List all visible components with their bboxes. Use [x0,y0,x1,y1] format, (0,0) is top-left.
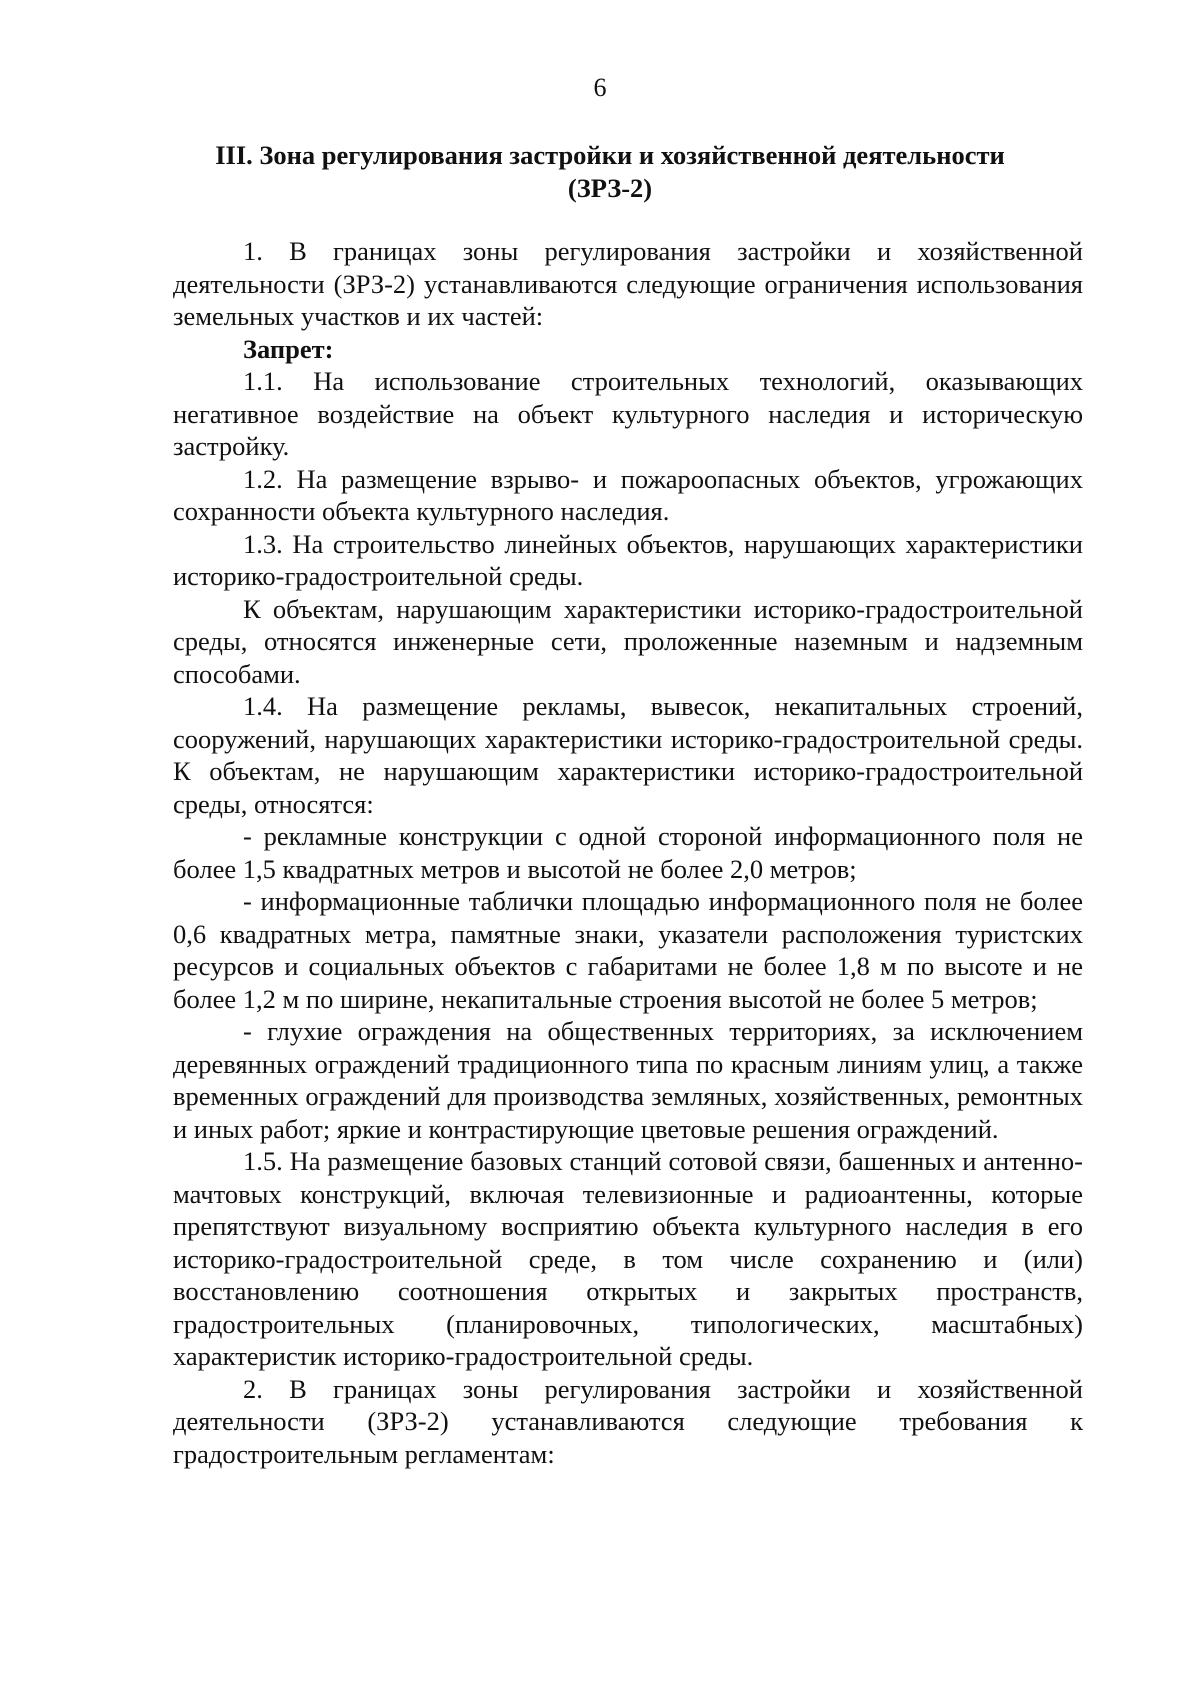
paragraph-1-5: 1.5. На размещение базовых станций сотовой связи, башенных и антенно-мачтовых конструкций, включая телевизионные и радиоантенны, которые препятствуют визуальному восприятию объекта культурного наследия в его историко-градостроительной среде, в том числе сохранению и (или) восстановлению соотношения открытых и закрытых пространств, градостроительных (планировочных, типологических, масштабных) характеристик историко-градостроительной среды. [173,1146,1083,1371]
list-item-fences: - глухие ограждения на общественных территориях, за исключением деревянных ограждений традиционного типа по красным линиям улиц, а также временных ограждений для производства земляных, хозяйственных, ремонтных и иных работ; яркие и контрастирующие цветовые решения ограждений. [173,1016,1083,1144]
document-body [173,235,1083,1470]
paragraph-1-2: 1.2. На размещение взрыво- и пожароопасных объектов, угрожающих сохранности объекта культурного наследия. [173,463,1083,526]
section-title-line-2: (ЗРЗ-2) [567,173,653,203]
prohibition-heading: Запрет: [243,333,334,364]
section-title [150,139,1070,205]
list-item-info-plates: - информационные таблички площадью информационного поля не более 0,6 квадратных метра, памятные знаки, указатели расположения туристских ресурсов и социальных объектов с габаритами не более 1,8 м по высоте и не более 1,2 м по ширине, некапитальные строения высотой не более 5 метров; [173,886,1083,1014]
list-item-advertising: - рекламные конструкции с одной стороной информационного поля не более 1,5 квадратных метров и высотой не более 2,0 метров; [173,821,1083,884]
paragraph-1-1: 1.1. На использование строительных технологий, оказывающих негативное воздействие на объект культурного наследия и историческую застройку. [173,366,1083,461]
paragraph-1: 1. В границах зоны регулирования застройки и хозяйственной деятельности (ЗРЗ-2) устанавливаются следующие ограничения использования земельных участков и их частей: [173,236,1083,331]
page-number: 6 [593,73,607,102]
section-title-line-1: III. Зона регулирования застройки и хозяйственной деятельности [215,140,1005,170]
paragraph-1-3-note: К объектам, нарушающим характеристики историко-градостроительной среды, относятся инженерные сети, проложенные наземным и надземным способами. [173,593,1083,689]
paragraph-2: 2. В границах зоны регулирования застройки и хозяйственной деятельности (ЗРЗ-2) устанавливаются следующие требования к градостроительным регламентам: [173,1373,1083,1469]
paragraph-1-3: 1.3. На строительство линейных объектов, нарушающих характеристики историко-градостроительной среды. [173,528,1083,591]
paragraph-1-4: 1.4. На размещение рекламы, вывесок, некапитальных строений, сооружений, нарушающих характеристики историко-градостроительной среды. К объектам, не нарушающим характеристики историко-градостроительной среды, относятся: [173,691,1083,819]
